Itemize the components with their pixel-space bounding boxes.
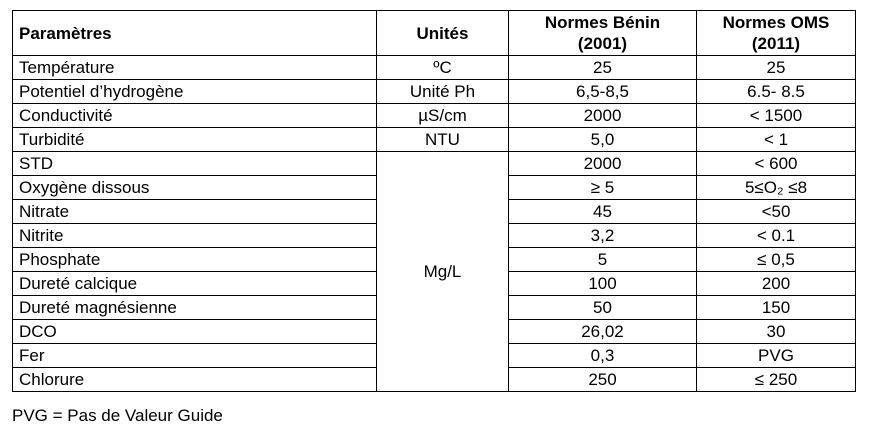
header-row xyxy=(13,11,856,56)
table-row xyxy=(13,56,856,80)
param-cell: Température xyxy=(13,56,377,80)
param-cell: Conductivité xyxy=(13,104,377,128)
table-row xyxy=(13,80,856,104)
param-cell: Nitrite xyxy=(13,224,377,248)
oms-cell: 25 xyxy=(697,56,856,80)
footnote: PVG = Pas de Valeur Guide xyxy=(12,406,223,425)
benin-cell: ≥ 5 xyxy=(509,176,697,200)
table-row xyxy=(13,128,856,152)
benin-cell: 25 xyxy=(509,56,697,80)
benin-cell: 5 xyxy=(509,248,697,272)
param-cell: Potentiel d’hydrogène xyxy=(13,80,377,104)
oms-cell: 30 xyxy=(697,320,856,344)
oms-cell: PVG xyxy=(697,344,856,368)
benin-cell: 2000 xyxy=(509,104,697,128)
header-normes-benin xyxy=(509,11,697,56)
unit-cell: NTU xyxy=(377,128,509,152)
benin-cell: 26,02 xyxy=(509,320,697,344)
header-oms-year: (2011) xyxy=(751,34,801,53)
benin-cell: 5,0 xyxy=(509,128,697,152)
unit-merged-cell: Mg/L xyxy=(377,152,509,392)
oms-cell: < 600 xyxy=(697,152,856,176)
table-row xyxy=(13,152,856,176)
benin-cell: 100 xyxy=(509,272,697,296)
oms-cell: 6.5- 8.5 xyxy=(697,80,856,104)
param-cell: DCO xyxy=(13,320,377,344)
benin-cell: 50 xyxy=(509,296,697,320)
unit-cell: µS/cm xyxy=(377,104,509,128)
header-benin-year: (2001) xyxy=(577,34,628,53)
param-cell: Turbidité xyxy=(13,128,377,152)
benin-cell: 2000 xyxy=(509,152,697,176)
table-row xyxy=(13,104,856,128)
param-cell: Chlorure xyxy=(13,368,377,392)
oms-cell: < 1500 xyxy=(697,104,856,128)
oms-cell: 5≤O₂ ≤8 xyxy=(697,176,856,200)
oms-cell: < 0.1 xyxy=(697,224,856,248)
oms-cell: ≤ 250 xyxy=(697,368,856,392)
param-cell: Nitrate xyxy=(13,200,377,224)
unit-cell: Unité Ph xyxy=(377,80,509,104)
header-parametres: Paramètres xyxy=(13,11,377,56)
param-cell: Dureté calcique xyxy=(13,272,377,296)
benin-cell: 45 xyxy=(509,200,697,224)
param-cell: Fer xyxy=(13,344,377,368)
header-oms-title: Normes OMS xyxy=(722,13,830,32)
benin-cell: 3,2 xyxy=(509,224,697,248)
header-normes-oms xyxy=(697,11,856,56)
unit-cell: ºC xyxy=(377,56,509,80)
benin-cell: 0,3 xyxy=(509,344,697,368)
oms-cell: ≤ 0,5 xyxy=(697,248,856,272)
param-cell: Dureté magnésienne xyxy=(13,296,377,320)
param-cell: Oxygène dissous xyxy=(13,176,377,200)
header-unites: Unités xyxy=(377,11,509,56)
benin-cell: 6,5-8,5 xyxy=(509,80,697,104)
benin-cell: 250 xyxy=(509,368,697,392)
oms-cell: 150 xyxy=(697,296,856,320)
oms-cell: <50 xyxy=(697,200,856,224)
param-cell: Phosphate xyxy=(13,248,377,272)
param-cell: STD xyxy=(13,152,377,176)
norms-table xyxy=(12,10,856,392)
oms-cell: 200 xyxy=(697,272,856,296)
header-benin-title: Normes Bénin xyxy=(544,13,661,32)
oms-cell: < 1 xyxy=(697,128,856,152)
